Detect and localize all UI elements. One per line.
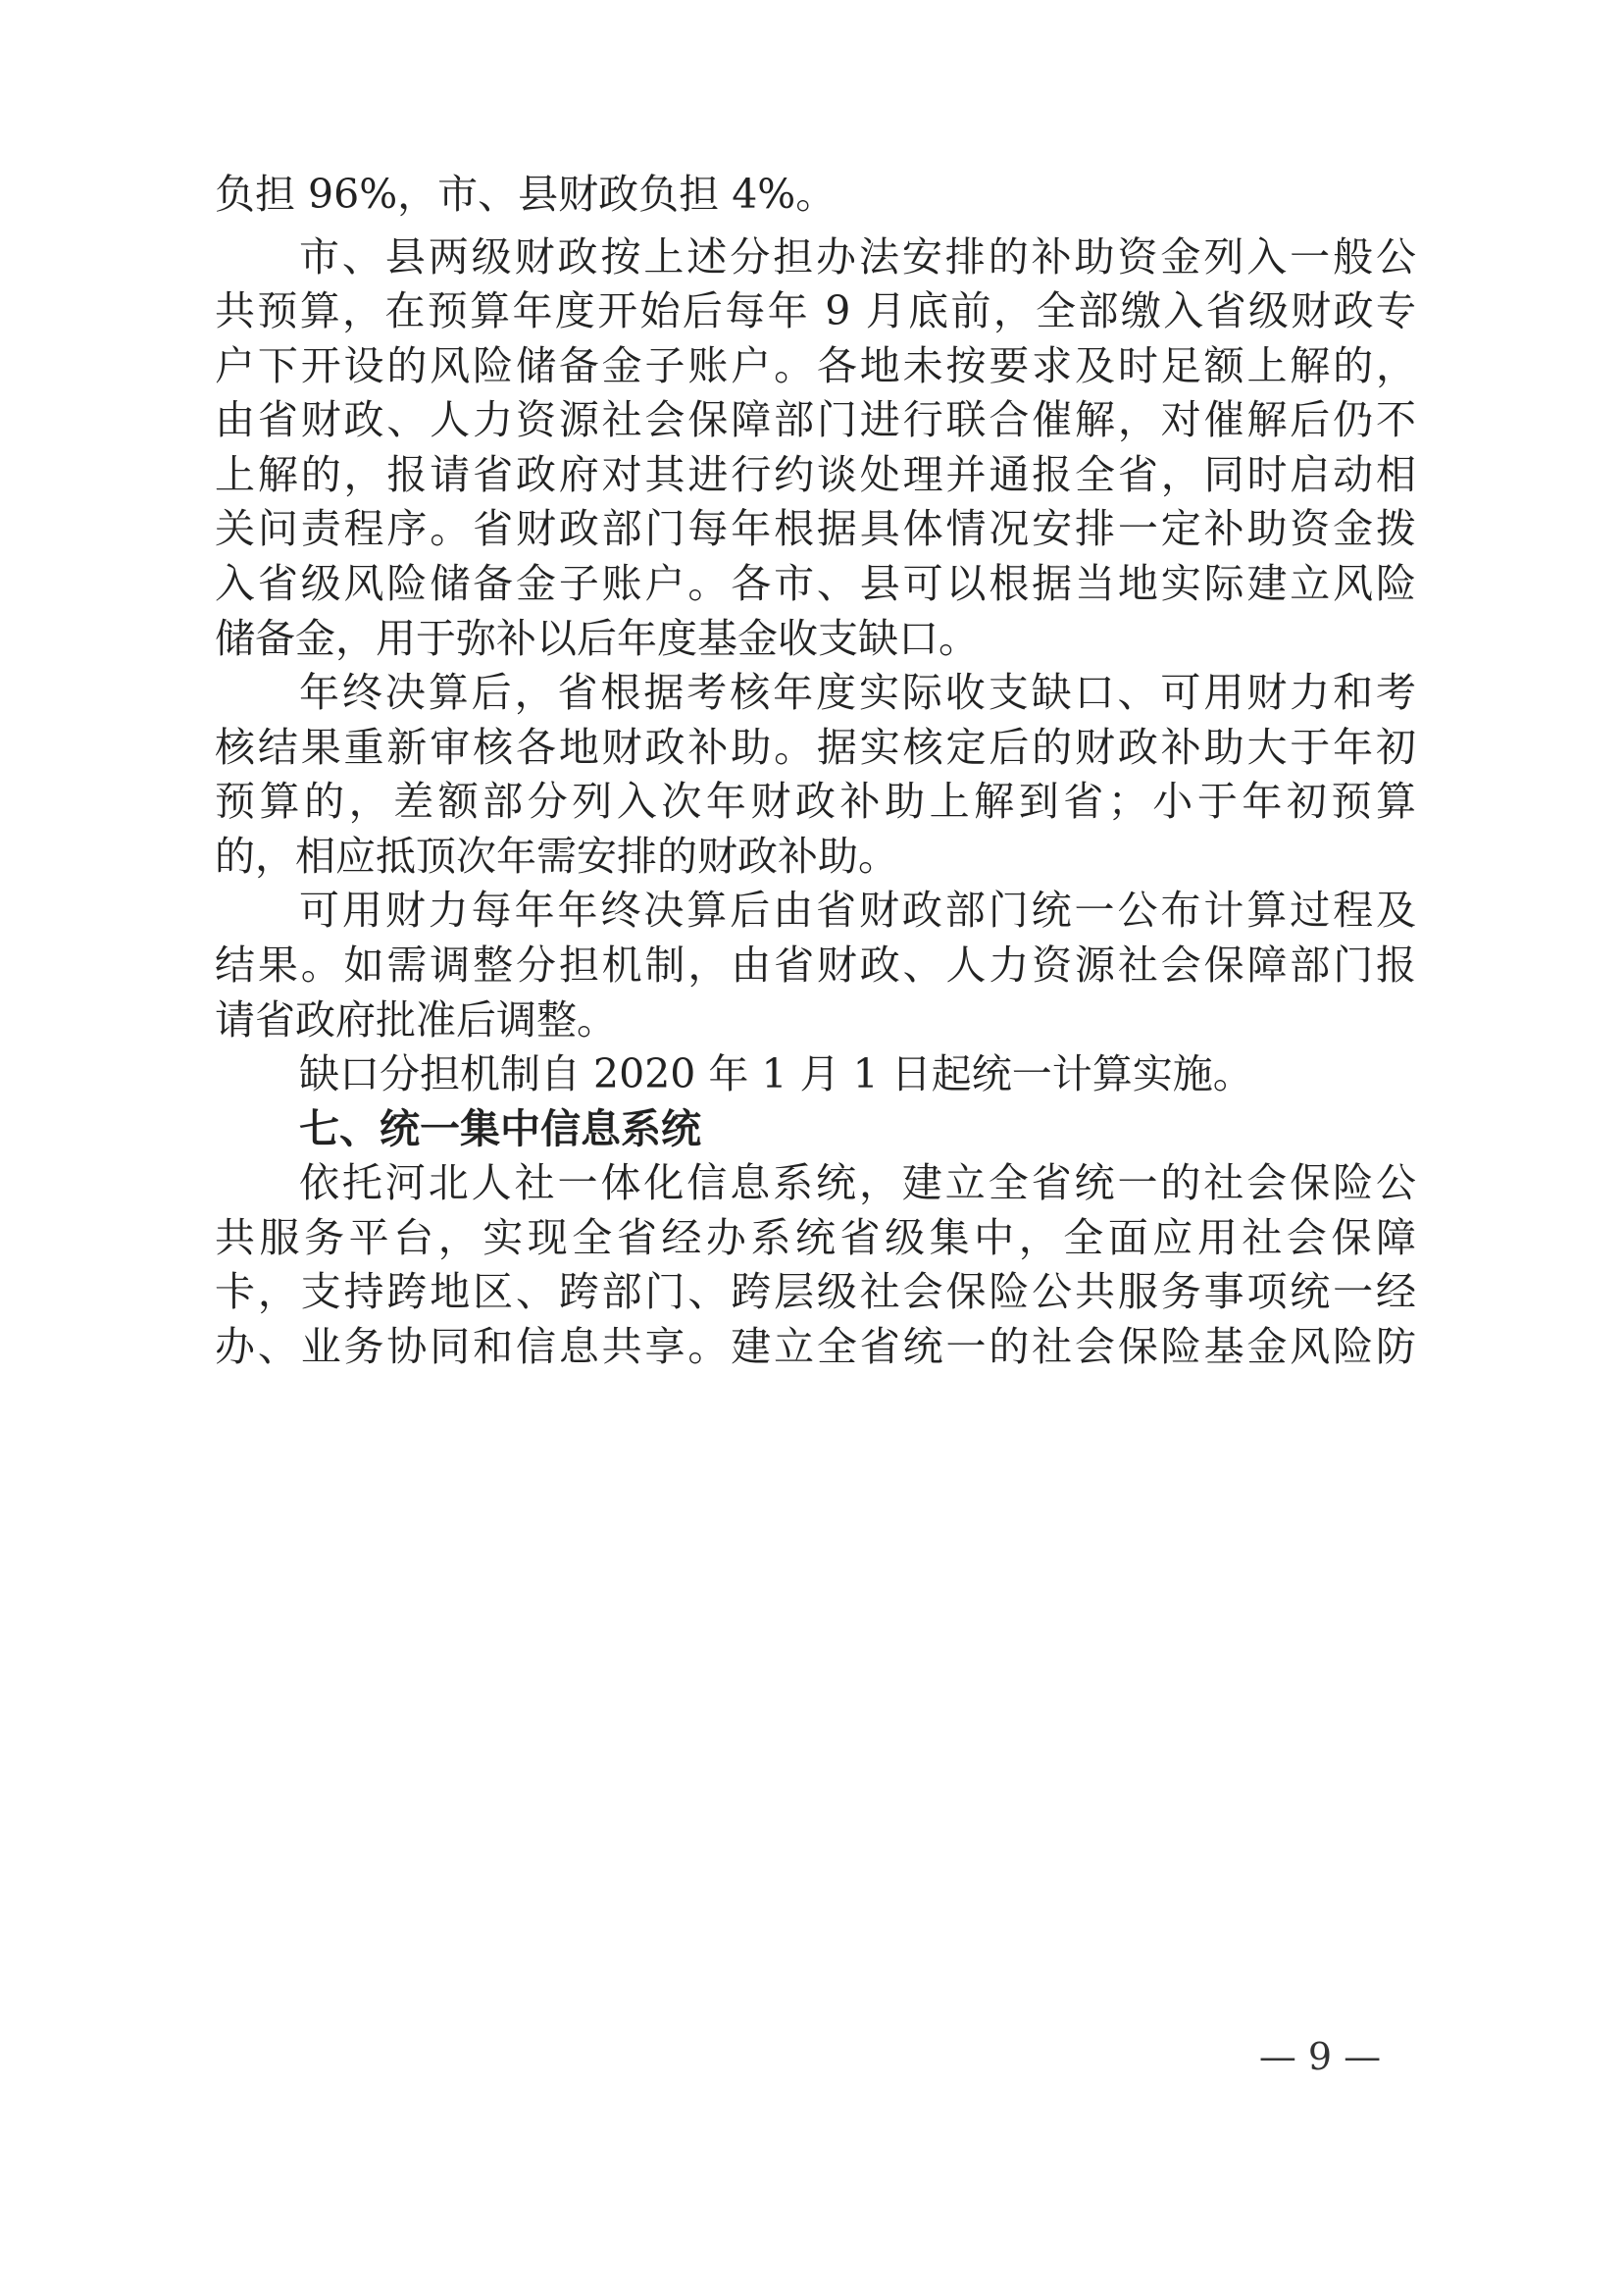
paragraph-line-16: 请省政府批准后调整。 (215, 996, 617, 1044)
paragraph-line-22: 办、业务协同和信息共享。建立全省统一的社会保险基金风险防 (215, 1323, 1416, 1370)
paragraph-line-8: 入省级风险储备金子账户。各市、县可以根据当地实际建立风险 (215, 560, 1416, 607)
paragraph-line-11: 核结果重新审核各地财政补助。据实核定后的财政补助大于年初 (215, 724, 1416, 771)
paragraph-line-19: 依托河北人社一体化信息系统，建立全省统一的社会保险公 (299, 1159, 1416, 1206)
paragraph-line-13: 的，相应抵顶次年需安排的财政补助。 (215, 833, 898, 880)
paragraph-line-7: 关问责程序。省财政部门每年根据具体情况安排一定补助资金拨 (215, 505, 1416, 552)
paragraph-line-15: 结果。如需调整分担机制，由省财政、人力资源社会保障部门报 (215, 942, 1416, 989)
page-number: — 9 — (1258, 2035, 1382, 2078)
paragraph-line-4: 户下开设的风险储备金子账户。各地未按要求及时足额上解的， (215, 342, 1416, 389)
paragraph-line-2: 市、县两级财政按上述分担办法安排的补助资金列入一般公 (299, 233, 1416, 280)
paragraph-line-6: 上解的，报请省政府对其进行约谈处理并通报全省，同时启动相 (215, 451, 1416, 498)
section-heading: 七、统一集中信息系统 (299, 1105, 701, 1152)
paragraph-line-3: 共预算，在预算年度开始后每年 9 月底前，全部缴入省级财政专 (215, 287, 1416, 334)
paragraph-line-21: 卡，支持跨地区、跨部门、跨层级社会保险公共服务事项统一经 (215, 1268, 1416, 1315)
paragraph-line-20: 共服务平台，实现全省经办系统省级集中，全面应用社会保障 (215, 1214, 1416, 1261)
paragraph-line-14: 可用财力每年年终决算后由省财政部门统一公布计算过程及 (299, 887, 1416, 934)
paragraph-line-5: 由省财政、人力资源社会保障部门进行联合催解，对催解后仍不 (215, 396, 1416, 443)
paragraph-line-10: 年终决算后，省根据考核年度实际收支缺口、可用财力和考 (299, 669, 1416, 716)
paragraph-line-12: 预算的，差额部分列入次年财政补助上解到省；小于年初预算 (215, 778, 1416, 825)
paragraph-line-17: 缺口分担机制自 2020 年 1 月 1 日起统一计算实施。 (299, 1050, 1253, 1097)
paragraph-line-1: 负担 96%，市、县财政负担 4%。 (215, 171, 837, 218)
paragraph-line-9: 储备金，用于弥补以后年度基金收支缺口。 (215, 615, 979, 662)
